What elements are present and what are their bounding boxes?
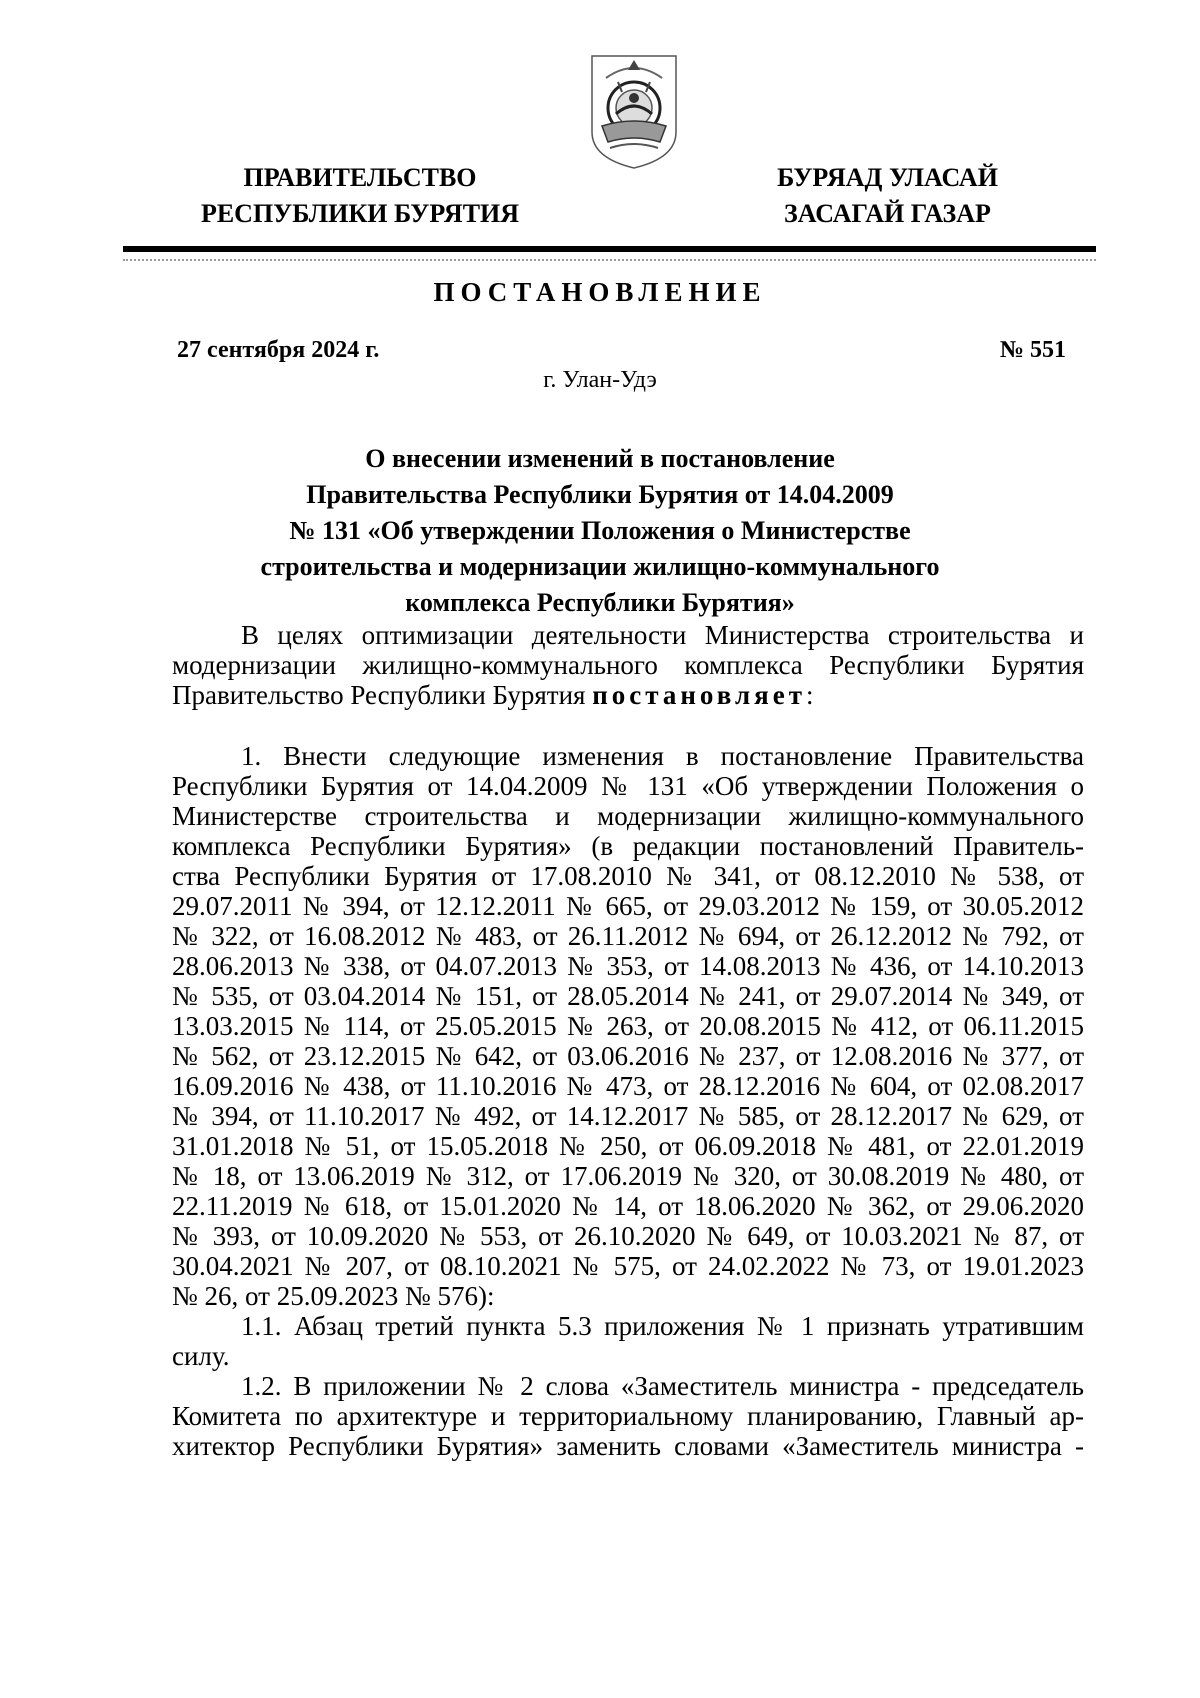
preamble-line-decree — [172, 679, 1084, 711]
document-subject — [180, 441, 1020, 621]
preamble-line: В целях оптимизации деятельности Министерства строительства и — [241, 620, 1084, 650]
header-divider-thick — [123, 246, 1096, 252]
body-line: 31.01.2018 № 51, от 15.05.2018 № 250, от 06.09.2018 № 481, от 22.01.2019 — [172, 1131, 1084, 1161]
government-name-buryat — [745, 160, 1030, 232]
body-line: 1.1. Абзац третий пункта 5.3 приложения № 1 признать утратившим — [241, 1311, 1084, 1341]
body-line: 30.04.2021 № 207, от 08.10.2021 № 575, от 24.02.2022 № 73, от 19.01.2023 — [172, 1251, 1084, 1281]
header-divider-thin — [123, 259, 1096, 261]
document-city: г. Улан-Удэ — [543, 367, 657, 393]
body-line: Республики Бурятия от 14.04.2009 № 131 «Об утверждении Положения о — [172, 771, 1084, 801]
subject-line: О внесении изменений в постановление — [365, 444, 835, 473]
document-number: № 551 — [999, 337, 1066, 363]
body-line: 22.11.2019 № 618, от 15.01.2020 № 14, от 18.06.2020 № 362, от 29.06.2020 — [172, 1191, 1084, 1221]
government-name-russian — [180, 160, 540, 232]
subject-line: комплекса Республики Бурятия» — [405, 588, 795, 617]
body-line: № 18, от 13.06.2019 № 312, от 17.06.2019 № 320, от 30.08.2019 № 480, от — [172, 1161, 1084, 1191]
government-name-buryat-line1: БУРЯАД УЛАСАЙ — [777, 163, 998, 192]
body-line: комплекса Республики Бурятия» (в редакции постановлений Правитель- — [172, 831, 1084, 861]
body-line: № 26, от 25.09.2023 № 576): — [172, 1281, 495, 1311]
body-line: 1.2. В приложении № 2 слова «Заместитель министра - председатель — [241, 1371, 1084, 1401]
body-line: 13.03.2015 № 114, от 25.05.2015 № 263, от 20.08.2015 № 412, от 06.11.2015 — [172, 1011, 1084, 1041]
subject-line: Правительства Республики Бурятия от 14.04.2009 — [306, 480, 894, 509]
body-line: № 535, от 03.04.2014 № 151, от 28.05.2014 № 241, от 29.07.2014 № 349, от — [172, 981, 1084, 1011]
body-line: № 393, от 10.09.2020 № 553, от 26.10.2020 № 649, от 10.03.2021 № 87, от — [172, 1221, 1084, 1251]
government-name-russian-line1: ПРАВИТЕЛЬСТВО — [243, 163, 477, 192]
subject-line: № 131 «Об утверждении Положения о Министерстве — [289, 516, 911, 545]
body-line: 16.09.2016 № 438, от 11.10.2016 № 473, от 28.12.2016 № 604, от 02.08.2017 — [172, 1071, 1084, 1101]
decree-word: постановляет — [592, 680, 806, 710]
government-name-buryat-line2: ЗАСАГАЙ ГАЗАР — [784, 199, 991, 228]
government-name-russian-line2: РЕСПУБЛИКИ БУРЯТИЯ — [200, 199, 520, 228]
preamble-end-text: : — [805, 680, 814, 710]
body-line: силу. — [172, 1341, 230, 1371]
document-type-title: ПОСТАНОВЛЕНИЕ — [433, 277, 767, 307]
body-line: 29.07.2011 № 394, от 12.12.2011 № 665, от 29.03.2012 № 159, от 30.05.2012 — [172, 891, 1084, 921]
body-line: Министерстве строительства и модернизации жилищно-коммунального — [172, 801, 1084, 831]
body-line: ства Республики Бурятия от 17.08.2010 № 341, от 08.12.2010 № 538, от — [172, 861, 1084, 891]
body-line: Комитета по архитектуре и территориальному планированию, Главный ар- — [172, 1401, 1084, 1431]
subject-line: строительства и модернизации жилищно-коммунального — [260, 552, 940, 581]
body-line: 1. Внести следующие изменения в постановление Правительства — [241, 741, 1084, 771]
body-line: 28.06.2013 № 338, от 04.07.2013 № 353, от 14.08.2013 № 436, от 14.10.2013 — [172, 951, 1084, 981]
coat-of-arms-emblem-icon — [588, 52, 680, 170]
body-line: № 322, от 16.08.2012 № 483, от 26.11.2012 № 694, от 26.12.2012 № 792, от — [172, 921, 1084, 951]
preamble-line: модернизации жилищно-коммунального комплекса Республики Бурятия — [172, 650, 1084, 680]
document-date: 27 сентября 2024 г. — [177, 337, 380, 363]
body-line: хитектор Республики Бурятия» заменить словами «Заместитель министра - — [172, 1431, 1084, 1461]
body-line: № 562, от 23.12.2015 № 642, от 03.06.2016 № 237, от 12.08.2016 № 377, от — [172, 1041, 1084, 1071]
preamble-start-text: Правительство Республики Бурятия — [172, 680, 586, 710]
body-line: № 394, от 11.10.2017 № 492, от 14.12.2017 № 585, от 28.12.2017 № 629, от — [172, 1101, 1084, 1131]
